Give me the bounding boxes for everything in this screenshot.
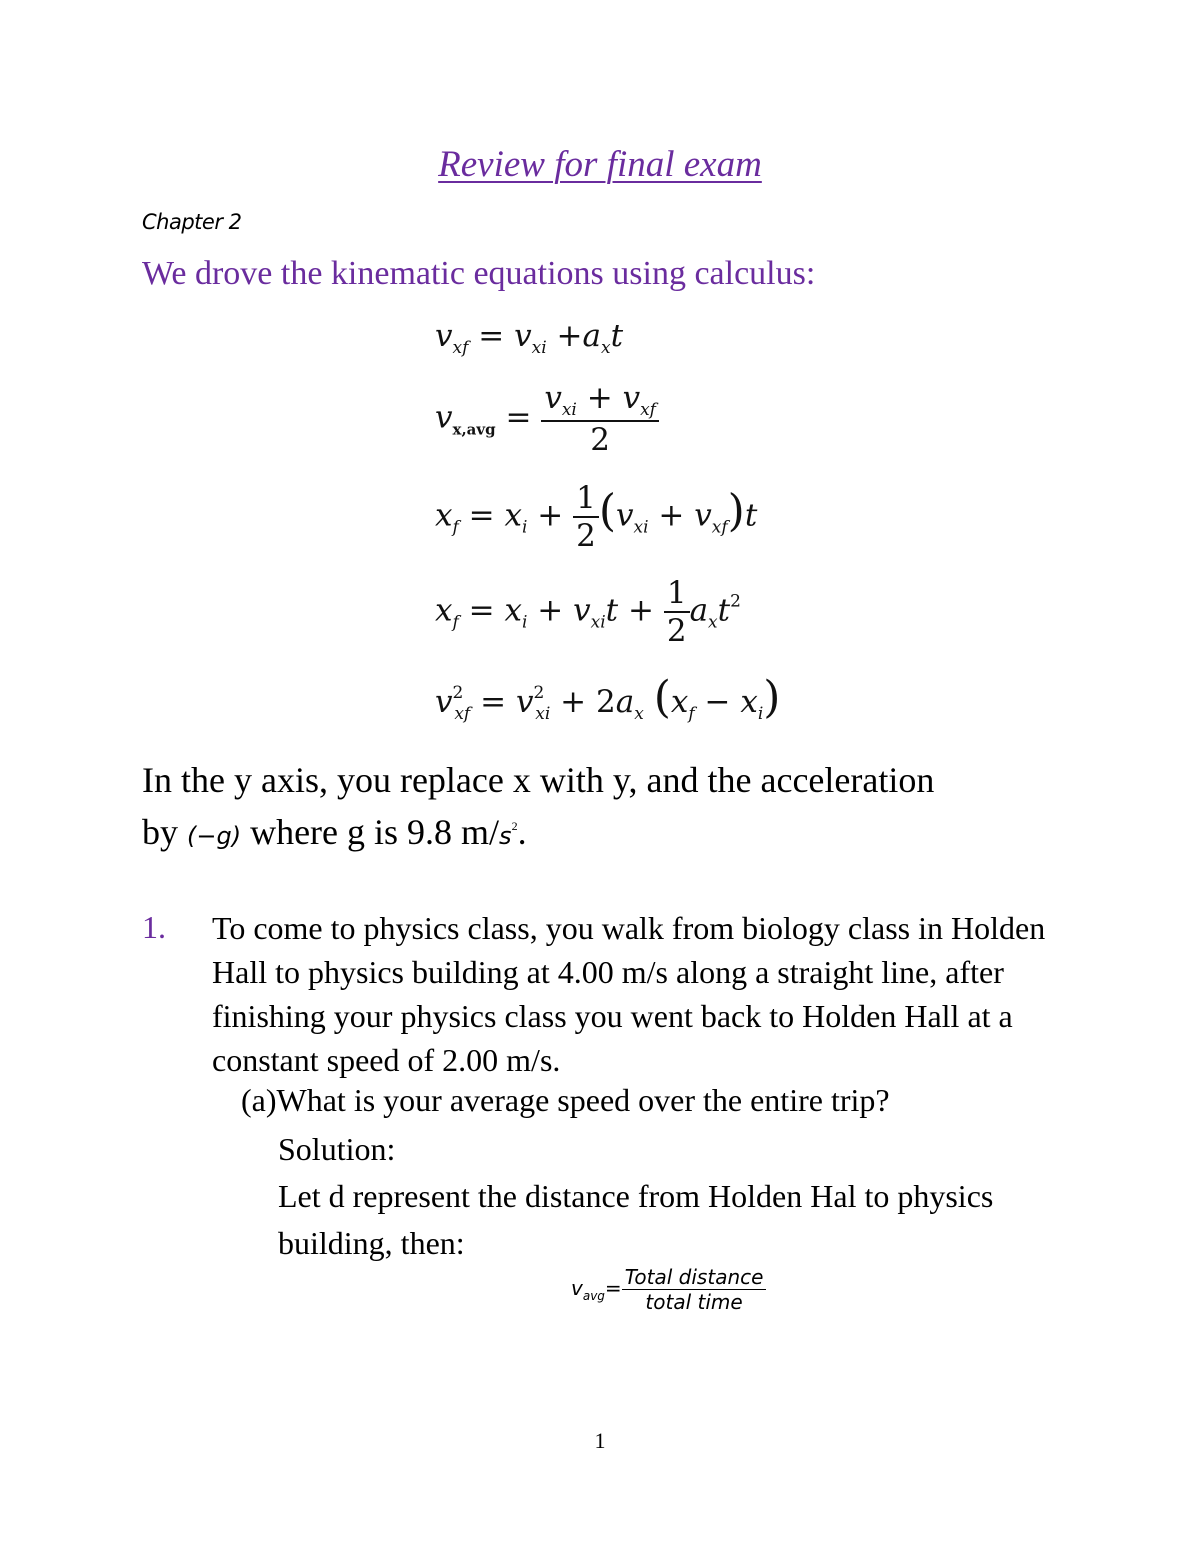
equation-velocity-squared: $v^2_{xf} = v^2_{xi} + 2a_x$ $(x_f - x_i)$ <box>435 672 781 724</box>
equation-position-average: $x_f = x_i$ + $\frac{1}{2}$ $(v_{xi} + v_{xf})t$ <box>435 480 758 554</box>
solution-label: Solution: <box>278 1131 396 1167</box>
average-speed-formula: $v_{avg}=$ $\frac{\text{Total distance}}{\text{total time}}$ <box>571 1265 766 1314</box>
equation-position-acceleration: $x_f = x_i + v_{xi}t$ + $\frac{1}{2}$ $a_xt^2$ <box>435 575 741 649</box>
equation-average-velocity: $v_{x,avg}$ = $\frac{v_{xi} + v_{xf}}{2}$ <box>435 380 659 458</box>
solution-text: Let d represent the distance from Holden Hal to physics building, then: <box>278 1178 994 1261</box>
question-part-a: (a)What is your average speed over the entire trip? <box>241 1082 890 1118</box>
y-axis-note <box>142 757 1142 859</box>
fraction: $\frac{v_{xi} + v_{xf}}{2}$ <box>541 380 659 458</box>
intro-text: We drove the kinematic equations using calculus: <box>142 255 816 292</box>
question-text: To come to physics class, you walk from biology class in Holden Hall to physics building at 4.00 m/s along a straight line, after finishing your physics class you went back to Holden Hall at a constant speed of 2.00 m/s. <box>212 910 1046 1078</box>
y-axis-line1: In the y axis, you replace x with y, and the acceleration <box>142 760 935 800</box>
solution-block <box>278 1126 1038 1267</box>
y-axis-line2: by (−g) where g is 9.8 $m/s^2$. <box>142 812 527 852</box>
equation-velocity: $v_{xf} = v_{xi} +a_xt$ <box>435 318 624 358</box>
question-number: 1. <box>142 909 166 945</box>
page-title: Review for final exam <box>438 144 762 185</box>
chapter-label: Chapter 2 <box>142 210 242 234</box>
page-number: 1 <box>594 1428 606 1453</box>
